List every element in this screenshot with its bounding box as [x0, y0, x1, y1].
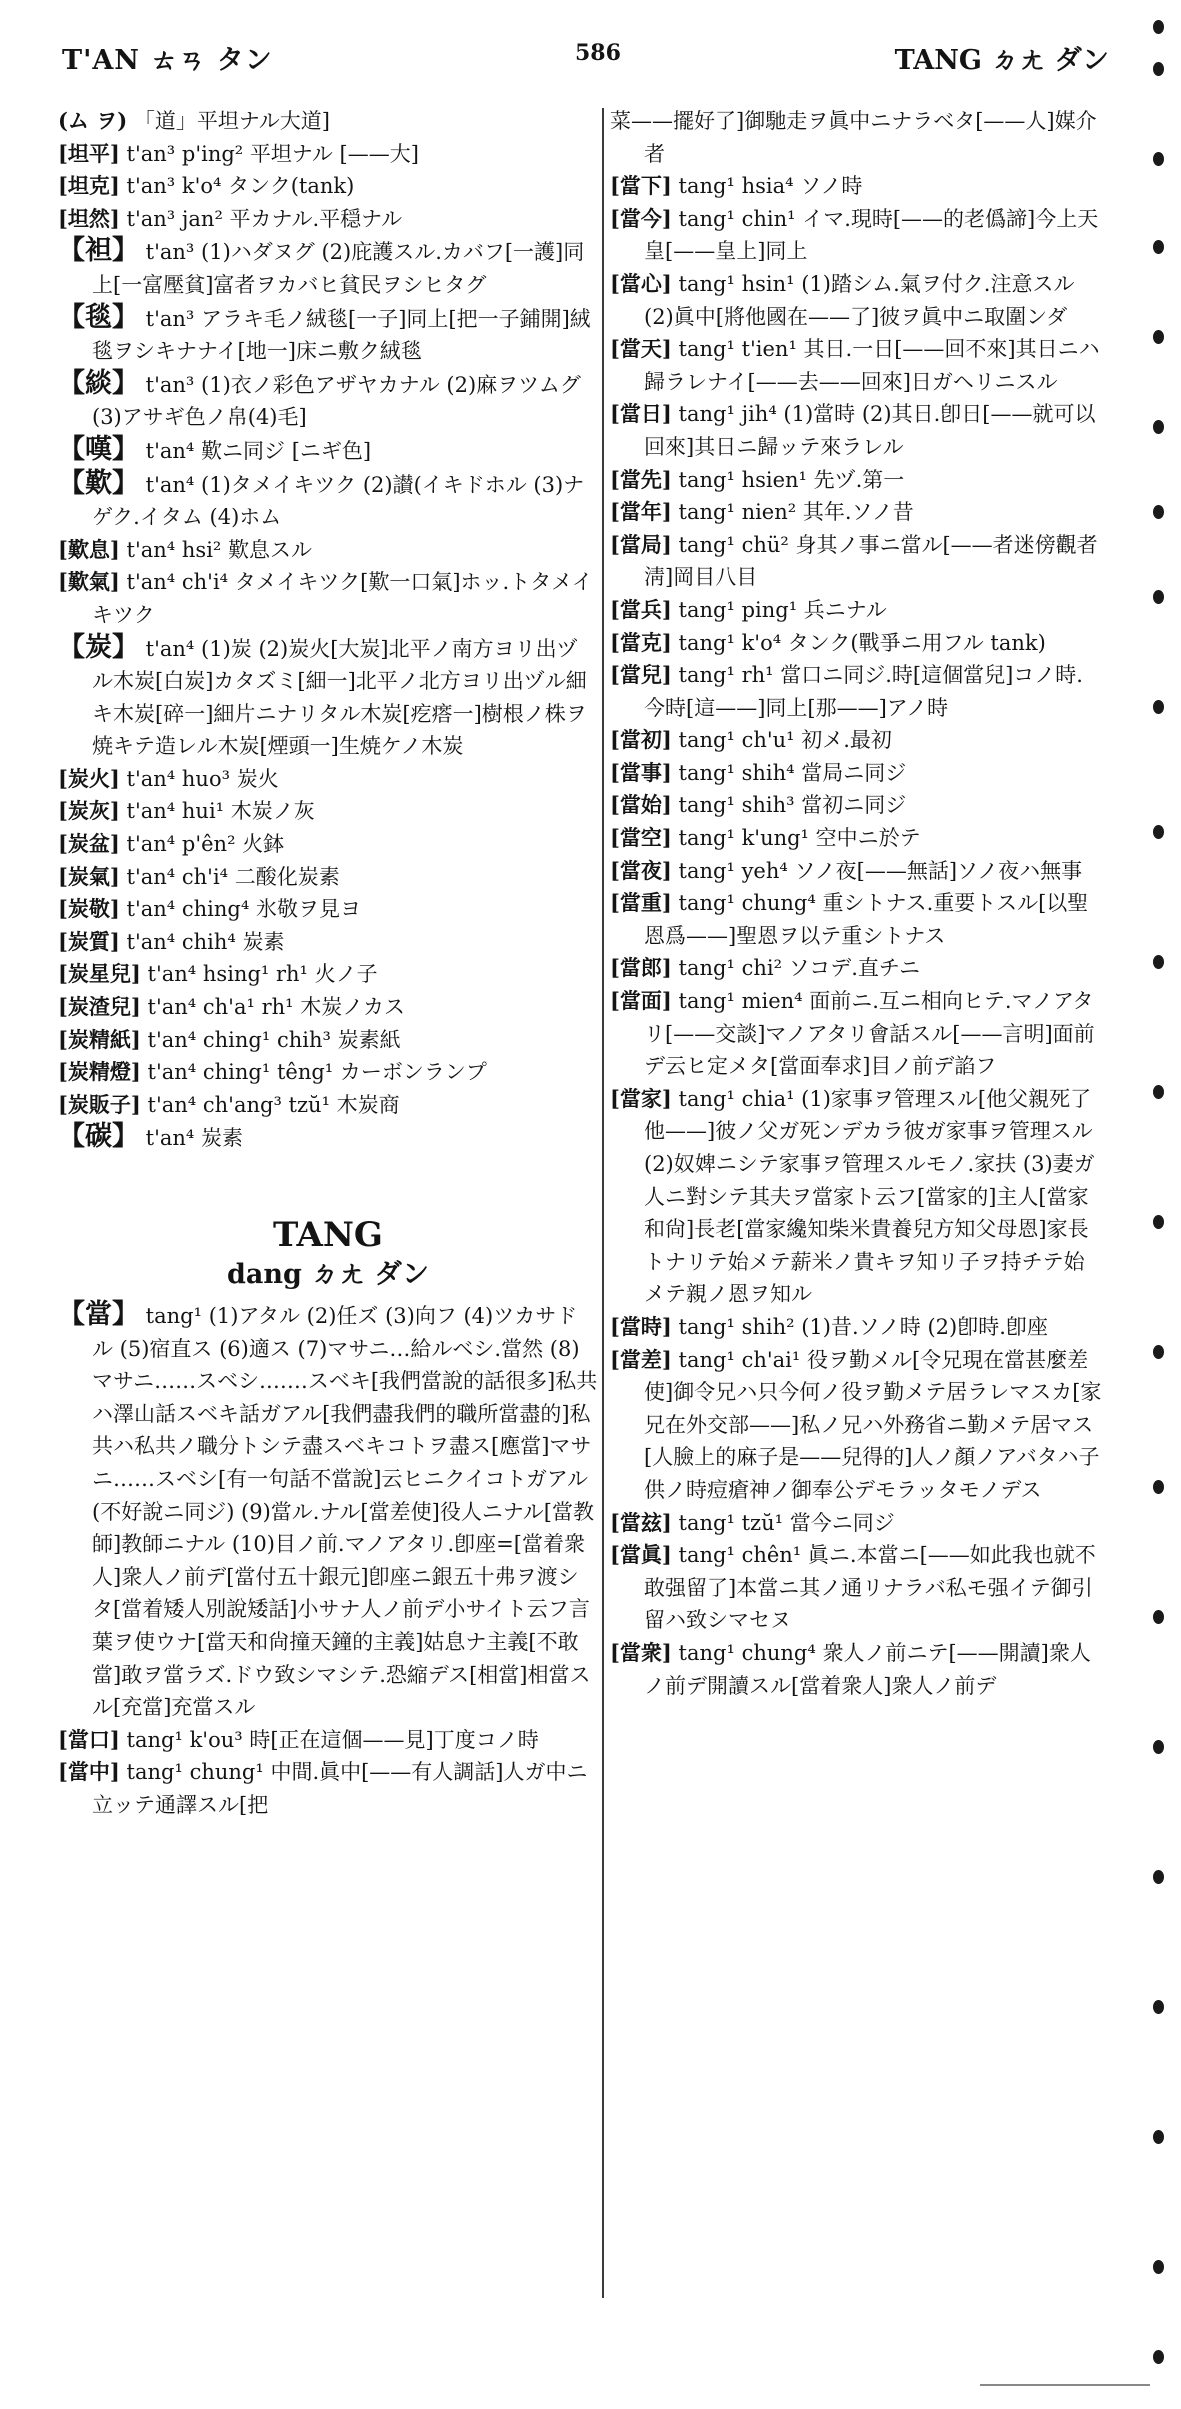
dictionary-entry: [610, 724, 1102, 757]
entry-definition: tang¹ chung¹ 中間.眞中[——有人調話]人ガ中ニ立ッテ通譯スル[把: [92, 1760, 588, 1817]
dictionary-entry: [58, 795, 598, 828]
dictionary-entry: [610, 627, 1102, 660]
entry-headword: [當夜]: [610, 857, 672, 883]
entry-headword: [當始]: [610, 792, 672, 818]
entry-definition: t'an³ jan² 平カナル.平穏ナル: [119, 206, 403, 231]
entry-headword: 【歎】: [58, 467, 139, 499]
margin-dot: [1153, 955, 1164, 969]
entry-definition: tang¹ shih⁴ 當局ニ同ジ: [671, 760, 907, 785]
entry-headword: [炭精燈]: [58, 1059, 141, 1085]
right-entries: [610, 105, 1102, 1702]
entry-headword: [當中]: [58, 1759, 120, 1785]
entry-headword: [炭質]: [58, 928, 120, 954]
dictionary-entry: [58, 566, 598, 631]
page-header: [0, 38, 1181, 88]
entry-headword: [當眞]: [610, 1542, 672, 1568]
dictionary-entry: [58, 763, 598, 796]
entry-definition: tang¹ chung⁴ 衆人ノ前ニテ[——開讀]衆人ノ前デ開讀スル[當着衆人]衆人ノ前デ: [644, 1640, 1091, 1698]
dictionary-entry: [610, 333, 1102, 398]
entry-definition: t'an³ アラキ毛ノ絨毯[一子]同上[把一子鋪開]絨毯ヲシキナナイ[地一]床ニ敷ク絨毯: [92, 306, 591, 364]
margin-dot: [1153, 62, 1164, 76]
dictionary-entry: [58, 534, 598, 567]
entry-definition: tang¹ chên¹ 眞ニ.本當ニ[——如此我也就不敢强留了]本當ニ其ノ通リナラバ私モ强イテ御引留ハ致シマセヌ: [644, 1543, 1096, 1633]
margin-dot: [1153, 330, 1164, 344]
entry-definition: tang¹ hsia⁴ ソノ時: [671, 174, 863, 199]
dictionary-entry: [610, 594, 1102, 627]
margin-dots: [1151, 0, 1171, 2409]
dictionary-entry: [610, 398, 1102, 463]
dictionary-entry: [58, 1724, 598, 1757]
dictionary-entry: [610, 268, 1102, 333]
entry-headword: [當天]: [610, 336, 672, 362]
entry-headword: 【緂】: [58, 367, 139, 399]
entry-definition: t'an⁴ ch'i⁴ 二酸化炭素: [119, 864, 340, 889]
margin-dot: [1153, 240, 1164, 254]
entry-definition: t'an⁴ ching¹ têng¹ カーボンランプ: [140, 1060, 487, 1085]
entry-definition: tang¹ shih³ 當初ニ同ジ: [671, 793, 907, 818]
margin-dot: [1153, 1345, 1164, 1359]
dictionary-entry: [610, 757, 1102, 790]
margin-dot: [1153, 2000, 1164, 2014]
dictionary-entry: [58, 1089, 598, 1122]
dictionary-entry: [610, 464, 1102, 497]
dictionary-entry: [58, 828, 598, 861]
entry-definition: tang¹ yeh⁴ ソノ夜[——無話]ソノ夜ハ無事: [671, 858, 1083, 883]
entry-definition: t'an⁴ ching¹ chih³ 炭素紙: [140, 1027, 401, 1052]
entry-definition: t'an⁴ 炭素: [139, 1126, 244, 1151]
entry-definition: t'an⁴ hsi² 歎息スル: [119, 537, 313, 562]
entry-headword: [當日]: [610, 401, 672, 427]
header-right-guide: TANG ㄉㄤ ダン: [894, 45, 1109, 76]
entry-headword: [炭渣兒]: [58, 994, 141, 1020]
entry-headword: [當年]: [610, 499, 672, 525]
entry-definition: tang¹ chung⁴ 重シトナス.重要トスル[以聖恩爲——]聖恩ヲ以テ重シトナス: [644, 891, 1089, 948]
entry-headword: 【碳】: [58, 1121, 139, 1153]
header-left-guide: T'AN ㄊㄢ タン: [62, 45, 273, 76]
entry-definition: tang¹ shih² (1)昔.ソノ時 (2)卽時.卽座: [671, 1314, 1048, 1339]
right-column: [610, 105, 1102, 1702]
entry-definition: tang¹ k'ou³ 時[正在這個——見]丁度コノ時: [119, 1727, 539, 1752]
margin-dot: [1153, 2350, 1164, 2364]
dictionary-entry: [58, 468, 598, 534]
entry-headword: [炭盆]: [58, 831, 120, 857]
entry-definition: 菜——擺好了]御馳走ヲ眞中ニナラベタ[——人]媒介者: [610, 109, 1097, 166]
entry-definition: tang¹ nien² 其年.ソノ昔: [671, 500, 914, 525]
entry-headword: [炭氣]: [58, 863, 120, 889]
entry-headword: [當先]: [610, 466, 672, 492]
dictionary-entry: [610, 952, 1102, 985]
margin-dot: [1153, 1085, 1164, 1099]
entry-headword: [當下]: [610, 173, 672, 199]
entry-definition: t'an⁴ (1)炭 (2)炭火[大炭]北平ノ南方ヨリ出ヅル木炭[白炭]カタズミ[細一]北平ノ北方ヨリ出ヅル細キ木炭[碎一]細片ニナリタル木炭[疙瘩一]樹根ノ株ヲ焼キテ造レル木炭[煙頭一]生焼ケノ木炭: [92, 636, 587, 759]
entry-headword: 【袒】: [58, 235, 139, 267]
dictionary-entry: [58, 203, 598, 236]
margin-dot: [1153, 2260, 1164, 2274]
dictionary-entry: [610, 105, 1102, 170]
dictionary-entry: [58, 893, 598, 926]
margin-dot: [1153, 2130, 1164, 2144]
entry-headword: [炭敬]: [58, 896, 120, 922]
dictionary-entry: [610, 887, 1102, 952]
entry-definition: tang¹ hsien¹ 先ヅ.第一: [671, 467, 905, 492]
dictionary-entry: [610, 529, 1102, 594]
dictionary-entry: [610, 659, 1102, 724]
entry-definition: t'an⁴ ch'a¹ rh¹ 木炭ノカス: [140, 995, 406, 1020]
section-subtitle: dang ㄉㄤ ダン: [227, 1259, 429, 1290]
dictionary-entry: [58, 434, 598, 468]
entry-definition: t'an⁴ 歎ニ同ジ [ニギ色]: [139, 438, 372, 463]
dictionary-entry: [610, 1083, 1102, 1311]
entry-headword: [當衆]: [610, 1639, 672, 1665]
dictionary-entry: [58, 1121, 598, 1155]
entry-headword: [炭火]: [58, 765, 120, 791]
entry-headword: [當兒]: [610, 662, 672, 688]
entry-headword: [坦平]: [58, 140, 120, 166]
margin-dot: [1153, 20, 1164, 34]
entry-definition: tang¹ rh¹ 當口ニ同ジ.時[這個當兒]コノ時.今時[這——]同上[那——]アノ時: [644, 663, 1083, 720]
dictionary-entry: [58, 105, 598, 138]
entry-definition: 「道」平坦ナル大道]: [127, 109, 331, 133]
margin-dot: [1153, 505, 1164, 519]
dictionary-entry: [610, 1507, 1102, 1540]
entry-headword: 【毯】: [58, 301, 139, 333]
entry-headword: [當重]: [610, 890, 672, 916]
entry-definition: t'an⁴ p'ên² 火鉢: [119, 832, 285, 857]
entry-definition: t'an³ p'ing² 平坦ナル [——大]: [119, 141, 419, 166]
dictionary-entry: [610, 855, 1102, 888]
dictionary-entry: [610, 496, 1102, 529]
entry-headword: [當差]: [610, 1346, 672, 1372]
entry-headword: [當今]: [610, 205, 672, 231]
entry-definition: tang¹ mien⁴ 面前ニ.互ニ相向ヒテ.マノアタリ[——交談]マノアタリ會話スル[——言明]面前デ云ヒ定メタ[當面奉求]目ノ前デ諂フ: [644, 989, 1095, 1079]
entry-definition: t'an⁴ ching⁴ 氷敬ヲ見ヨ: [119, 897, 361, 922]
entry-definition: tang¹ ch'u¹ 初メ.最初: [671, 728, 892, 753]
entry-definition: tang¹ (1)アタル (2)任ズ (3)向フ (4)ツカサドル (5)宿直ス (6)適ス (7)マサニ…給ルベシ.當然 (8)マサニ……スベシ.……スベキ[我們當說的話很多]私共ハ澤山話スベキ話ガアル[我們盡我們的職所當盡的]私共ハ私共ノ職分トシテ盡スベキコトヲ盡ス[應當]マサニ……スベシ[有一句話不當說]云ヒニクイコトガアル(不好說ニ同ジ) (9)當ル.ナル[當差使]役人ニナル[當教師]教師ニナル (10)目ノ前.マノアタリ.卽座=[當着衆人]衆人ノ前デ[當付五十銀元]卽座ニ銀五十弗ヲ渡シタ[當着矮人別說矮話]小サナ人ノ前デ小サイト云フ言葉ヲ使ウナ[當天和尙撞天鐘的主義]姑息ナ主義[不敢當]敢ヲ當ラズ.ドウ致シマシテ.恐縮デス[相當]相當スル[充當]充當スル: [92, 1304, 598, 1720]
entry-definition: t'an⁴ hui¹ 木炭ノ灰: [119, 799, 315, 824]
entry-definition: tang¹ k'ung¹ 空中ニ於テ: [671, 826, 921, 851]
left-entries-2: [58, 1299, 598, 1822]
dictionary-entry: [58, 302, 598, 368]
dictionary-entry: [610, 822, 1102, 855]
entry-headword: [坦然]: [58, 205, 120, 231]
entry-headword: 【嘆】: [58, 433, 139, 465]
entry-definition: t'an⁴ (1)タメイキツク (2)讃(イキドホル (3)ナゲク.イタム (4)ホム: [92, 472, 585, 530]
dictionary-entry: [58, 368, 598, 434]
dictionary-entry: [610, 1344, 1102, 1507]
margin-dot: [1153, 420, 1164, 434]
entry-headword: [當空]: [610, 825, 672, 851]
dictionary-entry: [58, 632, 598, 763]
dictionary-entry: [58, 235, 598, 301]
entry-headword: [炭販子]: [58, 1091, 141, 1117]
dictionary-entry: [610, 170, 1102, 203]
entry-definition: t'an⁴ chih⁴ 炭素: [119, 929, 285, 954]
column-divider: [602, 108, 604, 2298]
entry-headword: 【當】: [58, 1299, 139, 1330]
left-entries: [58, 105, 598, 1155]
dictionary-entry: [58, 1024, 598, 1057]
entry-headword: [炭星兒]: [58, 961, 141, 987]
left-column: [58, 105, 598, 1822]
entry-headword: [當局]: [610, 531, 672, 557]
margin-dot: [1153, 1870, 1164, 1884]
entry-headword: [當口]: [58, 1726, 120, 1752]
entry-headword: [坦克]: [58, 173, 120, 199]
margin-dot: [1153, 1610, 1164, 1624]
dictionary-entry: [58, 170, 598, 203]
entry-definition: tang¹ jih⁴ (1)當時 (2)其日.卽日[——就可以回來]其日ニ歸ッテ來ラレル: [644, 402, 1096, 459]
entry-definition: t'an⁴ hsing¹ rh¹ 火ノ子: [140, 962, 378, 987]
margin-dot: [1153, 1480, 1164, 1494]
entry-headword: [當兵]: [610, 596, 672, 622]
entry-definition: t'an⁴ ch'ang³ tzŭ¹ 木炭商: [140, 1092, 400, 1117]
dictionary-entry: [58, 138, 598, 171]
dictionary-entry: [610, 1637, 1102, 1702]
dictionary-entry: [610, 789, 1102, 822]
entry-definition: tang¹ chia¹ (1)家事ヲ管理スル[他父親死了他——]彼ノ父ガ死ンデカラ彼ガ家事ヲ管理スル (2)奴婢ニシテ家事ヲ管理スルモノ.家扶 (3)妻ガ人ニ對シテ其夫ヲ當家ト云フ[當家的]主人[當家和尙]長老[當家纔知柴米貴養兒方知父母恩]家長トナリテ始メテ薪米ノ貴キヲ知リ子ヲ持チテ始メテ親ノ恩ヲ知ル: [644, 1086, 1095, 1307]
margin-dot: [1153, 1740, 1164, 1754]
dictionary-entry: [58, 1756, 598, 1821]
dictionary-entry: [58, 958, 598, 991]
margin-dot: [1153, 700, 1164, 714]
entry-definition: tang¹ ping¹ 兵ニナル: [671, 597, 887, 622]
entry-headword: [當事]: [610, 759, 672, 785]
entry-definition: tang¹ k'o⁴ タンク(戰爭ニ用フル tank): [671, 630, 1046, 655]
entry-headword: [歎氣]: [58, 569, 120, 595]
entry-headword: [歎息]: [58, 536, 120, 562]
section-title: TANG: [273, 1215, 383, 1255]
dictionary-entry: [58, 861, 598, 894]
dictionary-entry: [610, 1311, 1102, 1344]
margin-dot: [1153, 590, 1164, 604]
entry-headword: [當時]: [610, 1313, 672, 1339]
bottom-rule: [980, 2384, 1150, 2386]
entry-headword: [當家]: [610, 1085, 672, 1111]
dictionary-entry: [58, 1299, 598, 1724]
entry-definition: tang¹ hsin¹ (1)踏シム.氣ヲ付ク.注意スル (2)眞中[將他國在——了]彼ヲ眞中ニ取圍ンダ: [644, 271, 1075, 329]
entry-headword: [當玆]: [610, 1509, 672, 1535]
entry-definition: tang¹ chi² ソコデ.直チニ: [671, 956, 921, 981]
dictionary-entry: [610, 1539, 1102, 1637]
entry-headword: [炭灰]: [58, 798, 120, 824]
margin-dot: [1153, 825, 1164, 839]
entry-definition: tang¹ t'ien¹ 其日.一日[——回不來]其日ニハ歸ラレナイ[——去——回來]日ガヘリニスル: [644, 337, 1100, 394]
entry-headword: (ム ヲ): [58, 108, 128, 133]
dictionary-entry: [610, 203, 1102, 268]
dictionary-entry: [58, 1056, 598, 1089]
margin-dot: [1153, 1215, 1164, 1229]
entry-headword: [當克]: [610, 629, 672, 655]
entry-definition: tang¹ chü² 身其ノ事ニ當ル[——者迷傍觀者淸]岡目八目: [644, 532, 1098, 590]
entry-definition: tang¹ chin¹ イマ.現時[——的老僞諦]今上天皇[——皇上]同上: [644, 206, 1099, 264]
entry-definition: t'an³ k'o⁴ タンク(tank): [119, 174, 355, 199]
entry-definition: tang¹ ch'ai¹ 役ヲ勤メル[令兄現在當甚麼差使]御令兄ハ只今何ノ役ヲ勤メテ居ラレマスカ[家兄在外交部——]私ノ兄ハ外務省ニ勤メテ居マス[人臉上的麻子是——兒得的]人ノ顏ノアバタハ子供ノ時痘瘡神ノ御奉公デモラッタモノデス: [644, 1347, 1102, 1502]
entry-headword: 【炭】: [58, 631, 139, 663]
entry-headword: [當心]: [610, 270, 672, 296]
entry-headword: [炭精紙]: [58, 1026, 141, 1052]
page-number: 586: [575, 40, 621, 66]
entry-headword: [當初]: [610, 727, 672, 753]
entry-definition: t'an⁴ ch'i⁴ タメイキツク[歎一口氣]ホッ.トタメイキツク: [92, 570, 593, 627]
margin-dot: [1153, 152, 1164, 166]
entry-headword: [當面]: [610, 988, 672, 1014]
entry-definition: t'an³ (1)衣ノ彩色アザヤカナル (2)麻ヲツムグ(3)アサギ色ノ帛(4)毛]: [92, 372, 581, 430]
entry-definition: tang¹ tzŭ¹ 當今ニ同ジ: [671, 1510, 895, 1535]
entry-headword: [當郎]: [610, 955, 672, 981]
entry-definition: t'an³ (1)ハダヌグ (2)庇護スル.カバフ[一護]同上[一富壓貧]富者ヲカバヒ貧民ヲシヒタグ: [92, 240, 585, 297]
dictionary-entry: [610, 985, 1102, 1083]
dictionary-entry: [58, 926, 598, 959]
entry-definition: t'an⁴ huo³ 炭火: [119, 766, 279, 791]
dictionary-entry: [58, 991, 598, 1024]
